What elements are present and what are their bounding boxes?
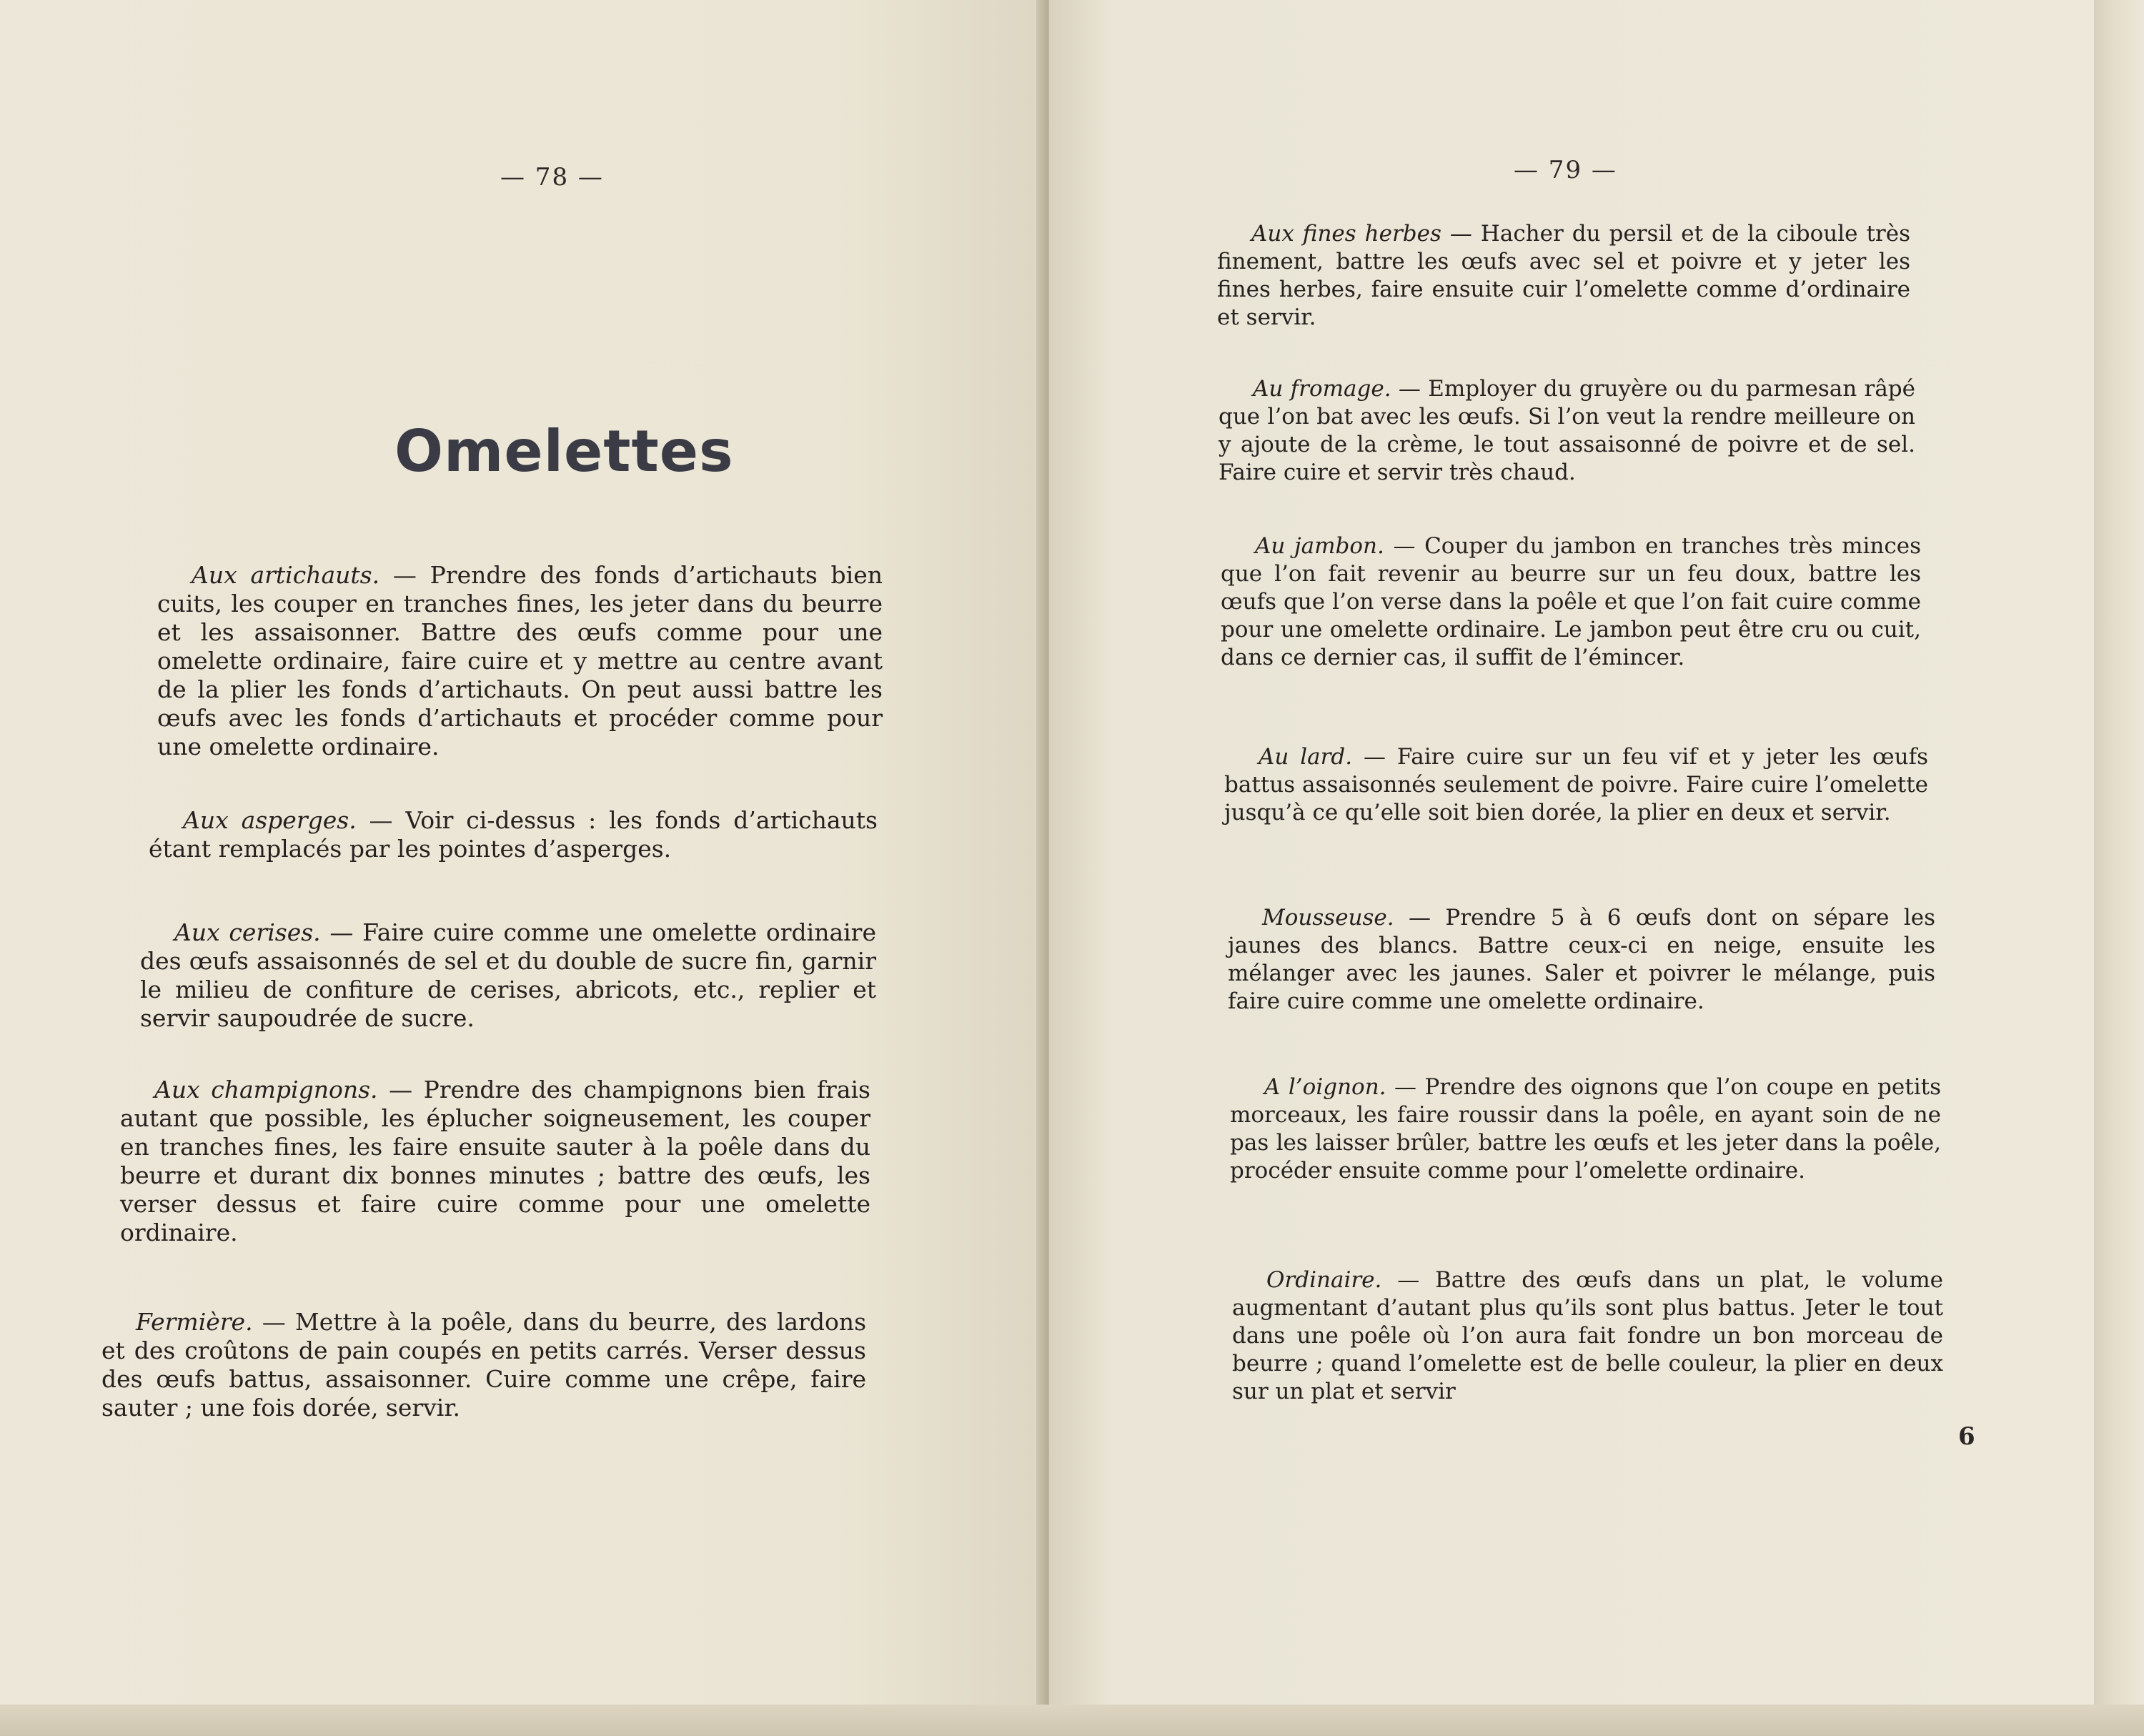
recipe-name: Aux asperges. [183, 806, 357, 834]
recipe-ordinaire [1232, 1266, 1943, 1406]
recipe-name: Au lard. [1259, 744, 1353, 770]
page-edge-right [2094, 0, 2144, 1736]
page-title: Omelettes [394, 418, 734, 485]
recipe-au-jambon [1221, 532, 1921, 672]
recipe-text: — Prendre 5 à 6 œufs dont on sépare les jaunes des blancs. Battre ceux-ci en neige, ensuite les mélanger avec les jaunes. Saler et poivrer le mélange, puis faire cuire comme une omelette ordinaire. [1228, 905, 1935, 1014]
page-edge-bottom [0, 1705, 2144, 1736]
recipe-text: — Battre des œufs dans un plat, le volume augmentant d’autant plus qu’ils sont plus battus. Jeter le tout dans une poêle où l’on aura fait fondre un bon morceau de beurre ; quand l’omelette est de belle couleur, la plier en deux sur un plat et servir [1232, 1267, 1943, 1404]
recipe-a-l-oignon [1230, 1073, 1941, 1185]
recipe-name: Aux fines herbes [1251, 221, 1441, 247]
recipe-name: Ordinaire. [1266, 1267, 1382, 1293]
right-page-number: — 79 — [1514, 156, 1617, 184]
right-page [1049, 0, 2094, 1736]
recipe-au-fromage [1219, 375, 1915, 487]
recipe-aux-artichauts [157, 561, 883, 761]
recipe-au-lard [1224, 743, 1928, 827]
recipe-name: Aux champignons. [154, 1076, 378, 1103]
recipe-text: — Employer du gruyère ou du parmesan râpé que l’on bat avec les œufs. Si l’on veut la rendre meilleure on y ajoute de la crème, le tout assaisonné de poivre et de sel. Faire cuire et servir très chaud. [1219, 376, 1916, 485]
left-page [0, 0, 1045, 1736]
recipe-name: Aux artichauts. [192, 561, 380, 589]
recipe-name: Aux cerises. [174, 918, 321, 946]
recipe-name: A l’oignon. [1264, 1074, 1386, 1100]
recipe-text: — Prendre des champignons bien frais autant que possible, les éplucher soigneusement, les couper en tranches fines, les faire ensuite sauter à la poêle dans du beurre et durant dix bonnes minutes ; battre des œufs, les verser dessus et faire cuire comme pour une omelette ordinaire. [120, 1076, 870, 1246]
recipe-aux-champignons [120, 1076, 870, 1247]
recipe-text: — Faire cuire comme une omelette ordinaire des œufs assaisonnés de sel et du double de sucre fin, garnir le milieu de confiture de cerises, abricots, etc., replier et servir saupoudrée de sucre. [140, 918, 876, 1032]
recipe-text: — Voir ci-dessus : les fonds d’artichauts étant remplacés par les pointes d’asperges. [149, 806, 878, 863]
recipe-fermiere [101, 1308, 866, 1422]
recipe-aux-fines-herbes [1217, 220, 1910, 332]
recipe-text: — Faire cuire sur un feu vif et y jeter les œufs battus assaisonnés seulement de poivre. Faire cuire l’omelette jusqu’à ce qu’elle soit bien dorée, la plier en deux et servir. [1224, 744, 1929, 825]
recipe-text: — Prendre des fonds d’artichauts bien cuits, les couper en tranches fines, les jeter dans du beurre et les assaisonner. Battre des œufs comme pour une omelette ordinaire, faire cuire et y mettre au centre avant de la plier les fonds d’artichauts. On peut aussi battre les œufs avec les fonds d’artichauts et procéder comme pour une omelette ordinaire. [157, 561, 883, 760]
recipe-aux-cerises [140, 918, 876, 1033]
recipe-text: — Prendre des oignons que l’on coupe en petits morceaux, les faire roussir dans la poêle, en ayant soin de ne pas les laisser brûler, battre les œufs et les jeter dans la poêle, procéder ensuite comme pour l’omelette ordinaire. [1230, 1074, 1941, 1184]
recipe-name: Au fromage. [1253, 376, 1391, 402]
recipe-text: — Couper du jambon en tranches très minces que l’on fait revenir au beurre sur un feu doux, battre les œufs que l’on verse dans la poêle et que l’on fait cuire comme pour une omelette ordinaire. Le jambon peut être cru ou cuit, dans ce dernier cas, il suffit de l’émincer. [1221, 533, 1922, 670]
recipe-text: — Hacher du persil et de la ciboule très finement, battre les œufs avec sel et poivre et y jeter les fines herbes, faire ensuite cuir l’omelette comme d’ordinaire et servir. [1217, 221, 1911, 330]
recipe-name: Au jambon. [1255, 533, 1384, 559]
recipe-mousseuse [1228, 904, 1935, 1016]
left-page-number: — 78 — [500, 163, 604, 192]
signature-number: 6 [1958, 1422, 1975, 1451]
recipe-name: Mousseuse. [1262, 905, 1394, 931]
recipe-text: — Mettre à la poêle, dans du beurre, des lardons et des croûtons de pain coupés en petits carrés. Verser dessus des œufs battus, assaisonner. Cuire comme une crêpe, faire sauter ; une fois dorée, servir. [101, 1308, 866, 1422]
recipe-aux-asperges [149, 806, 878, 863]
recipe-name: Fermière. [136, 1308, 253, 1336]
